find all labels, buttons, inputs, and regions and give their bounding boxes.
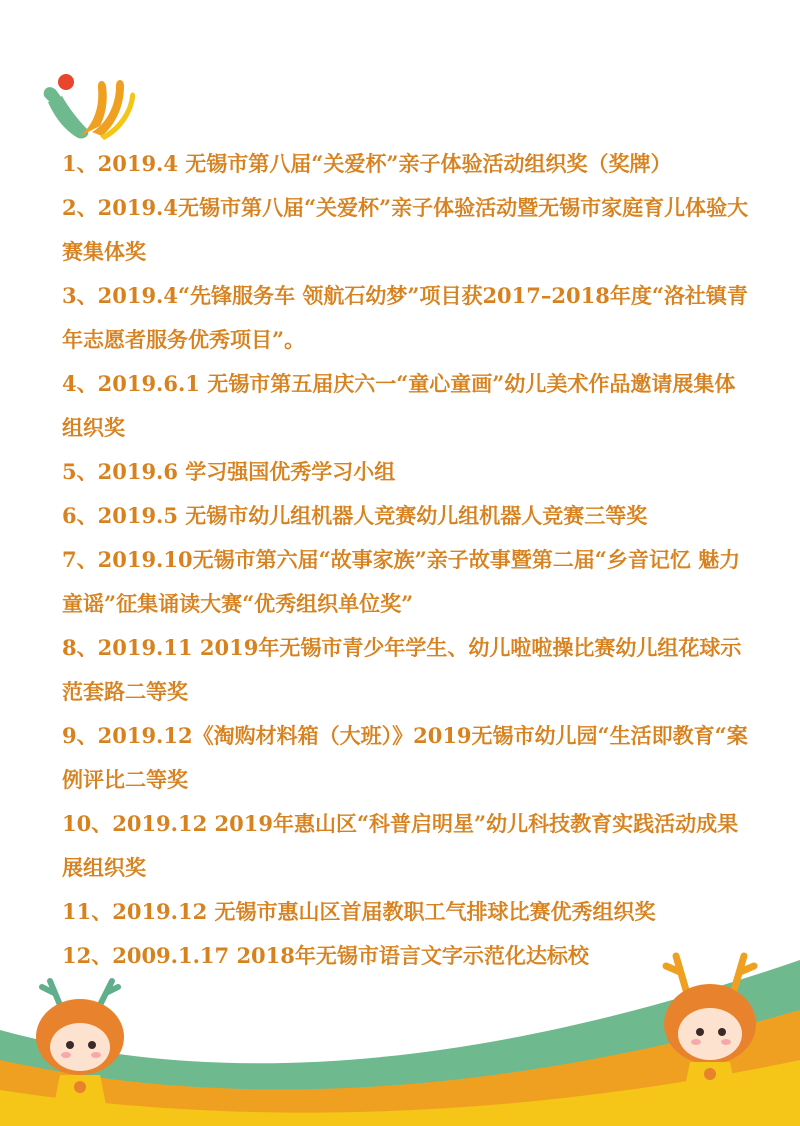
- award-list: [62, 142, 752, 978]
- list-item: 2、2019.4无锡市第八届“关爱杯”亲子体验活动暨无锡市家庭育儿体验大赛集体奖: [62, 195, 749, 264]
- list-item: 11、2019.12 无锡市惠山区首届教职工气排球比赛优秀组织奖: [62, 899, 656, 924]
- list-item: 6、2019.5 无锡市幼儿组机器人竞赛幼儿组机器人竞赛三等奖: [62, 503, 648, 528]
- list-item: 12、2009.1.17 2018年无锡市语言文字示范化达标校: [62, 943, 589, 968]
- list-item: 3、2019.4“先锋服务车 领航石幼梦”项目获2017–2018年度“洛社镇青年志愿者服务优秀项目”。: [62, 283, 748, 352]
- hands-logo-icon: [40, 66, 136, 142]
- list-item: 9、2019.12《淘购材料箱（大班）》2019无锡市幼儿园“生活即教育“案例评比二等奖: [62, 723, 748, 792]
- deer-mascot-left-icon: [20, 975, 140, 1115]
- list-item: 8、2019.11 2019年无锡市青少年学生、幼儿啦啦操比赛幼儿组花球示范套路二等奖: [62, 635, 742, 704]
- deer-mascot-right-icon: [640, 950, 780, 1100]
- list-item: 4、2019.6.1 无锡市第五届庆六一“童心童画”幼儿美术作品邀请展集体组织奖: [62, 371, 736, 440]
- list-item: 10、2019.12 2019年惠山区“科普启明星”幼儿科技教育实践活动成果展组织奖: [62, 811, 739, 880]
- list-item: 7、2019.10无锡市第六届“故事家族”亲子故事暨第二届“乡音记忆 魅力童谣”征集诵读大赛“优秀组织单位奖”: [62, 547, 741, 616]
- list-item: 5、2019.6 学习强国优秀学习小组: [62, 459, 396, 484]
- list-item: 1、2019.4 无锡市第八届“关爱杯”亲子体验活动组织奖（奖牌）: [62, 151, 672, 176]
